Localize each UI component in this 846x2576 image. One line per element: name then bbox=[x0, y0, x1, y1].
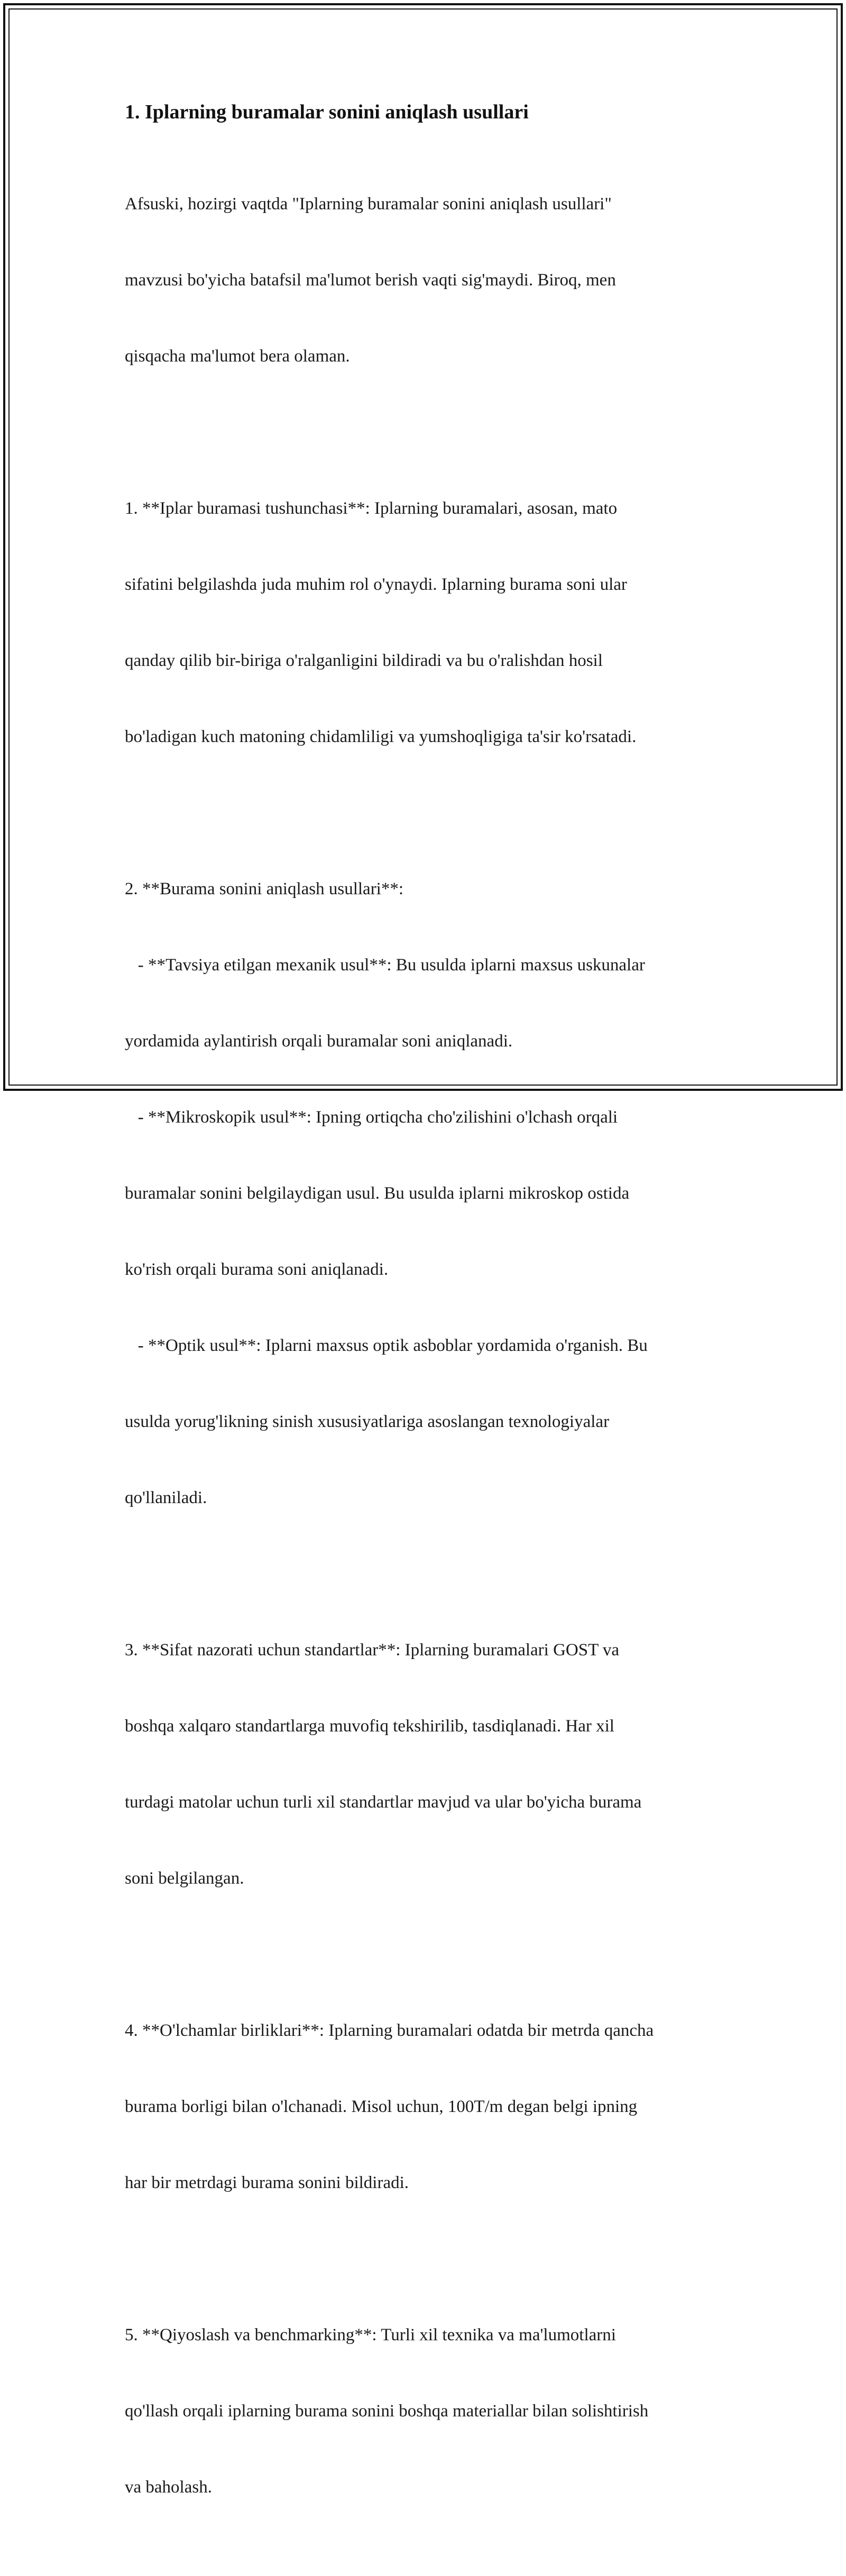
intro-paragraph bbox=[125, 141, 722, 420]
text-line: 5. **Qiyoslash va benchmarking**: Turli xil texnika va ma'lumotlarni bbox=[125, 2325, 616, 2345]
text-line: Afsuski, hozirgi vaqtda "Iplarning buramalar sonini aniqlash usullari" bbox=[125, 194, 612, 214]
text-line: - **Tavsiya etilgan mexanik usul**: Bu usulda iplarni maxsus uskunalar bbox=[125, 956, 645, 975]
text-line: 2. **Burama sonini aniqlash usullari**: bbox=[125, 879, 404, 898]
section-1-paragraph bbox=[125, 445, 722, 800]
section-4-paragraph bbox=[125, 1967, 722, 2246]
text-line: qo'llash orqali iplarning burama sonini boshqa materiallar bilan solishtirish bbox=[125, 2402, 649, 2421]
section-3-paragraph bbox=[125, 1587, 722, 1942]
text-line: - **Optik usul**: Iplarni maxsus optik asboblar yordamida o'rganish. Bu bbox=[125, 1336, 648, 1355]
text-line: bo'ladigan kuch matoning chidamliligi va yumshoqligiga ta'sir ko'rsatadi. bbox=[125, 727, 637, 746]
text-line: 3. **Sifat nazorati uchun standartlar**: Iplarning buramalari GOST va bbox=[125, 1641, 620, 1660]
text-line: buramalar sonini belgilaydigan usul. Bu usulda iplarni mikroskop ostida bbox=[125, 1184, 630, 1203]
text-line: mavzusi bo'yicha batafsil ma'lumot berish vaqti sig'maydi. Biroq, men bbox=[125, 271, 616, 290]
text-line: qisqacha ma'lumot bera olaman. bbox=[125, 347, 350, 366]
text-line: yordamida aylantirish orqali buramalar soni aniqlanadi. bbox=[125, 1032, 513, 1051]
text-line: soni belgilangan. bbox=[125, 1869, 244, 1888]
text-line: har bir metrdagi burama sonini bildiradi. bbox=[125, 2173, 409, 2192]
text-line: usulda yorug'likning sinish xususiyatlariga asoslangan texnologiyalar bbox=[125, 1412, 610, 1431]
text-line: turdagi matolar uchun turli xil standartlar mavjud va ular bo'yicha burama bbox=[125, 1793, 642, 1812]
text-line: - **Mikroskopik usul**: Ipning ortiqcha cho'zilishini o'lchash orqali bbox=[125, 1108, 618, 1127]
text-line: burama borligi bilan o'lchanadi. Misol uchun, 100T/m degan belgi ipning bbox=[125, 2097, 638, 2116]
document-title: 1. Iplarning buramalar sonini aniqlash usullari bbox=[125, 101, 529, 123]
text-line: ko'rish orqali burama soni aniqlanadi. bbox=[125, 1260, 389, 1279]
section-5-paragraph bbox=[125, 2272, 722, 2551]
text-line: qo'llaniladi. bbox=[125, 1488, 207, 1507]
text-line: qanday qilib bir-biriga o'ralganligini bildiradi va bu o'ralishdan hosil bbox=[125, 651, 603, 670]
text-line: 4. **O'lchamlar birliklari**: Iplarning buramalari odatda bir metrda qancha bbox=[125, 2021, 654, 2040]
text-line: 1. **Iplar buramasi tushunchasi**: Iplarning buramalari, asosan, mato bbox=[125, 499, 618, 518]
text-line: boshqa xalqaro standartlarga muvofiq tekshirilib, tasdiqlanadi. Har xil bbox=[125, 1717, 614, 1736]
document-body bbox=[125, 98, 722, 2576]
section-2-paragraph bbox=[125, 826, 722, 1561]
text-line: va baholash. bbox=[125, 2478, 212, 2497]
text-line: sifatini belgilashda juda muhim rol o'ynaydi. Iplarning burama soni ular bbox=[125, 575, 627, 594]
